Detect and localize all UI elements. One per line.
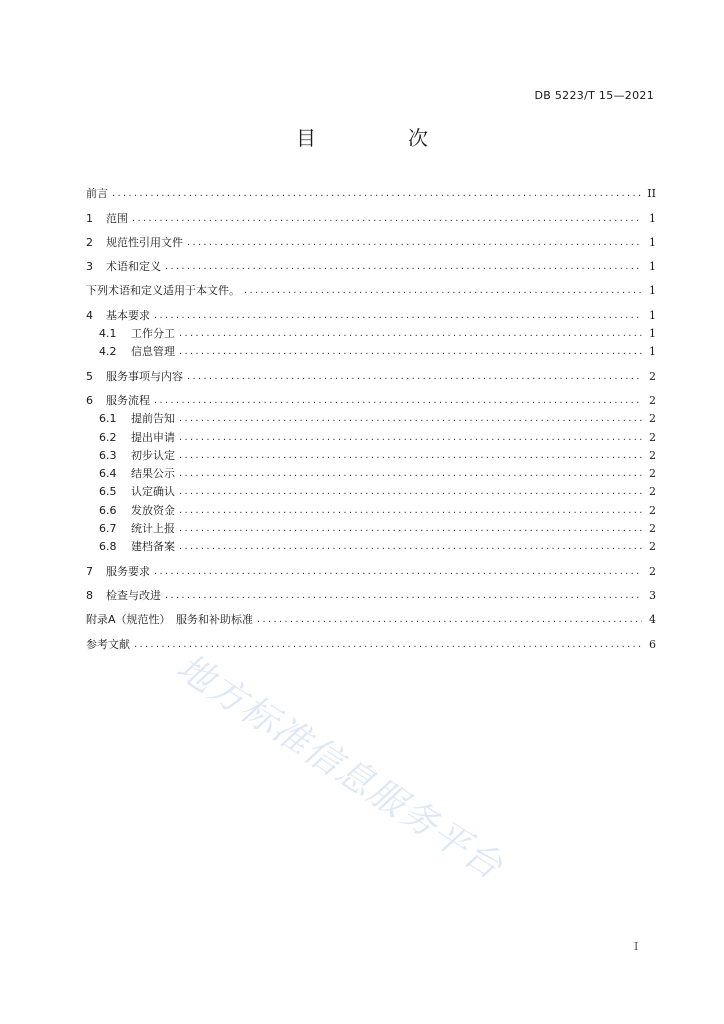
toc-entry[interactable] [86, 501, 656, 519]
toc-entry-label: 检查与改进 [106, 588, 161, 602]
toc-entry-number: 1 [86, 211, 93, 225]
toc-entry[interactable] [86, 234, 656, 252]
toc-entry-label: 服务流程 [106, 393, 150, 407]
toc-entry[interactable] [86, 258, 656, 276]
table-of-contents [86, 185, 656, 654]
toc-leader-dots [179, 520, 642, 538]
toc-entry-label: 术语和定义 [106, 260, 161, 274]
toc-entry[interactable] [86, 562, 656, 580]
toc-leader-dots [179, 325, 642, 343]
toc-entry-label: 发放资金 [131, 503, 175, 517]
toc-entry-number: 6.6 [99, 503, 117, 517]
toc-entry[interactable] [86, 306, 656, 324]
toc-entry[interactable] [86, 392, 656, 410]
toc-entry-page: 1 [649, 327, 656, 341]
toc-leader-dots [154, 392, 642, 410]
toc-entry-page: 4 [649, 613, 656, 627]
toc-title: 目 次 [296, 126, 464, 150]
toc-leader-dots [179, 483, 642, 501]
toc-entry-label: 提前告知 [131, 412, 175, 426]
toc-entry-label: 附录A（规范性） 服务和补助标准 [86, 613, 254, 627]
toc-entry-page: 2 [649, 540, 656, 554]
toc-leader-dots [179, 538, 642, 556]
toc-entry-page: 2 [649, 412, 656, 426]
toc-entry-label: 规范性引用文件 [106, 235, 183, 249]
toc-leader-dots [132, 210, 642, 228]
toc-entry-label: 初步认定 [131, 448, 175, 462]
toc-entry[interactable] [86, 465, 656, 483]
toc-leader-dots [112, 185, 642, 203]
toc-entry-label: 工作分工 [131, 327, 175, 341]
toc-entry[interactable] [86, 325, 656, 343]
toc-entry-page: 2 [649, 467, 656, 481]
toc-entry[interactable] [86, 447, 656, 465]
toc-entry-number: 3 [86, 260, 93, 274]
toc-entry-number: 6.7 [99, 522, 117, 536]
toc-entry[interactable] [86, 367, 656, 385]
toc-entry-page: 2 [649, 430, 656, 444]
toc-leader-dots [179, 343, 642, 361]
toc-entry-number: 6.3 [99, 448, 117, 462]
toc-entry-label: 结果公示 [131, 467, 175, 481]
toc-leader-dots [154, 563, 642, 581]
toc-leader-dots [179, 465, 642, 483]
toc-leader-dots [244, 282, 642, 300]
toc-entry-number: 6.2 [99, 430, 117, 444]
toc-entry[interactable] [86, 611, 656, 629]
toc-entry[interactable] [86, 483, 656, 501]
toc-entry-number: 6 [86, 393, 93, 407]
toc-leader-dots [187, 368, 642, 386]
toc-leader-dots [257, 611, 642, 629]
toc-entry[interactable] [86, 428, 656, 446]
toc-entry-number: 6.8 [99, 540, 117, 554]
toc-leader-dots [179, 502, 642, 520]
toc-entry-label: 基本要求 [106, 308, 150, 322]
toc-entry-number: 5 [86, 369, 93, 383]
toc-entry-page: 1 [649, 345, 656, 359]
toc-entry-page: 3 [649, 588, 656, 602]
toc-entry[interactable] [86, 209, 656, 227]
toc-entry-label: 建档备案 [131, 540, 175, 554]
toc-leader-dots [179, 429, 642, 447]
toc-entry-label: 认定确认 [131, 485, 175, 499]
toc-entry-page: 1 [649, 235, 656, 249]
toc-entry[interactable] [86, 343, 656, 361]
toc-entry-number: 6.5 [99, 485, 117, 499]
watermark: 地方标准信息服务平台 [169, 646, 511, 889]
toc-entry-number: 6.4 [99, 467, 117, 481]
toc-entry-page: 6 [649, 637, 656, 651]
toc-entry-page: 2 [649, 564, 656, 578]
toc-leader-dots [154, 307, 642, 325]
toc-leader-dots [187, 234, 642, 252]
toc-entry-number: 7 [86, 564, 93, 578]
toc-entry-label: 下列术语和定义适用于本文件。 [86, 284, 240, 298]
toc-leader-dots [165, 587, 642, 605]
toc-entry-label: 统计上报 [131, 522, 175, 536]
toc-leader-dots [179, 447, 642, 465]
toc-entry-page: 2 [649, 369, 656, 383]
toc-leader-dots [165, 258, 642, 276]
toc-entry-number: 2 [86, 235, 93, 249]
toc-entry[interactable] [86, 185, 656, 203]
toc-entry-page: 2 [649, 503, 656, 517]
toc-entry[interactable] [86, 635, 656, 653]
toc-entry-page: II [647, 187, 656, 201]
toc-entry-label: 前言 [86, 187, 108, 201]
toc-entry[interactable] [86, 282, 656, 300]
toc-entry-page: 1 [649, 260, 656, 274]
toc-entry-page: 1 [649, 211, 656, 225]
toc-entry[interactable] [86, 538, 656, 556]
toc-entry-label: 服务事项与内容 [106, 369, 183, 383]
toc-entry[interactable] [86, 520, 656, 538]
toc-entry-page: 2 [649, 393, 656, 407]
toc-entry-page: 2 [649, 448, 656, 462]
toc-entry[interactable] [86, 410, 656, 428]
toc-leader-dots [179, 410, 642, 428]
toc-entry-label: 范围 [106, 211, 128, 225]
toc-entry-label: 服务要求 [106, 564, 150, 578]
toc-entry-label: 参考文献 [86, 637, 130, 651]
toc-entry-page: 2 [649, 522, 656, 536]
toc-entry-label: 提出申请 [131, 430, 175, 444]
toc-entry-number: 4 [86, 308, 93, 322]
toc-entry-page: 2 [649, 485, 656, 499]
page-number: I [634, 940, 639, 953]
toc-entry-label: 信息管理 [131, 345, 175, 359]
toc-entry-number: 4.1 [99, 327, 117, 341]
toc-entry[interactable] [86, 587, 656, 605]
toc-entry-number: 4.2 [99, 345, 117, 359]
toc-entry-number: 6.1 [99, 412, 117, 426]
toc-entry-page: 1 [649, 284, 656, 298]
toc-entry-number: 8 [86, 588, 93, 602]
toc-entry-page: 1 [649, 308, 656, 322]
document-code: DB 5223/T 15—2021 [534, 89, 654, 102]
